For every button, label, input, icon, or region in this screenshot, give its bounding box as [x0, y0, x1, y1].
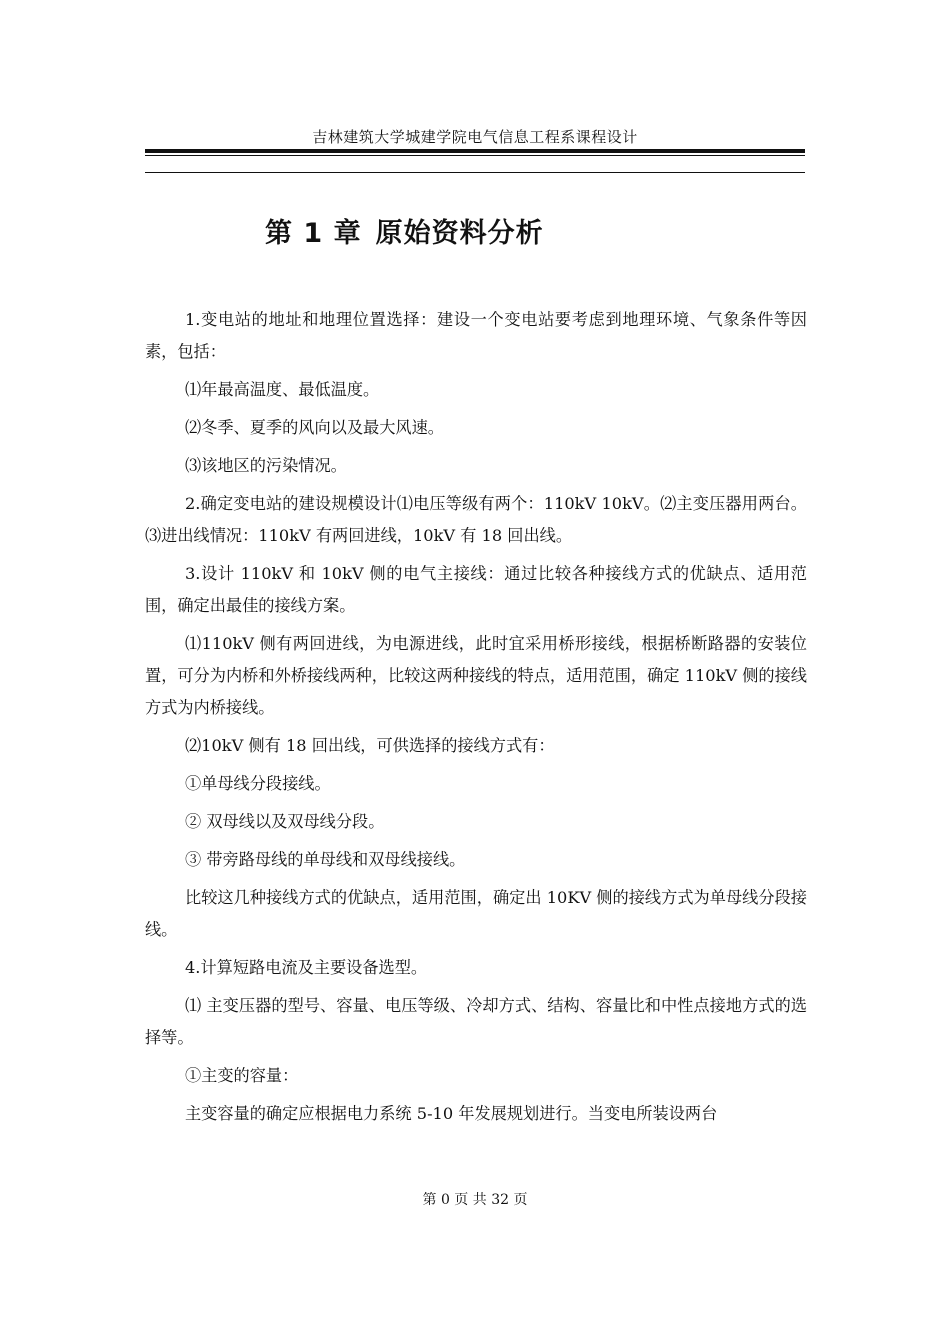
chapter-number: 第 1 章 — [265, 218, 362, 249]
running-header: 吉林建筑大学城建学院电气信息工程系课程设计 — [312, 128, 638, 146]
paragraph: ③ 带旁路母线的单母线和双母线接线。 — [185, 850, 466, 869]
header-rule-thick — [145, 149, 805, 153]
body-text — [145, 304, 807, 1136]
paragraph: 1.变电站的地址和地理位置选择：建设一个变电站要考虑到地理环境、气象条件等因素，包括： — [145, 310, 807, 361]
paragraph: ⑶该地区的污染情况。 — [185, 456, 347, 475]
paragraph: 4.计算短路电流及主要设备选型。 — [185, 958, 428, 977]
paragraph: 3.设计 110kV 和 10kV 侧的电气主接线：通过比较各种接线方式的优缺点、适用范围，确定出最佳的接线方案。 — [145, 564, 807, 615]
paragraph: 比较这几种接线方式的优缺点，适用范围，确定出 10KV 侧的接线方式为单母线分段接线。 — [145, 888, 807, 939]
paragraph: ② 双母线以及双母线分段。 — [185, 812, 385, 831]
paragraph: ⑴110kV 侧有两回进线，为电源进线，此时宜采用桥形接线，根据桥断路器的安装位置，可分为内桥和外桥接线两种，比较这两种接线的特点，适用范围，确定 110kV 侧的接线方式为内桥接线。 — [145, 634, 807, 717]
paragraph: ⑵10kV 侧有 18 回出线，可供选择的接线方式有： — [185, 736, 555, 755]
paragraph: 主变容量的确定应根据电力系统 5-10 年发展规划进行。当变电所装设两台 — [185, 1104, 718, 1123]
chapter-title: 原始资料分析 — [375, 218, 544, 249]
chapter-heading — [265, 214, 544, 254]
paragraph: ①主变的容量： — [185, 1066, 299, 1085]
page-footer: 第 0 页 共 32 页 — [422, 1192, 528, 1208]
header-rule-bottom — [145, 172, 805, 173]
header-rule-thin — [145, 155, 805, 156]
paragraph: ⑴年最高温度、最低温度。 — [185, 380, 380, 399]
paragraph: ⑵冬季、夏季的风向以及最大风速。 — [185, 418, 444, 437]
paragraph: 2.确定变电站的建设规模设计⑴电压等级有两个：110kV 10kV。⑵主变压器用两台。⑶进出线情况：110kV 有两回进线，10kV 有 18 回出线。 — [145, 494, 807, 545]
paragraph: ①单母线分段接线。 — [185, 774, 331, 793]
paragraph: ⑴ 主变压器的型号、容量、电压等级、冷却方式、结构、容量比和中性点接地方式的选择等。 — [145, 996, 807, 1047]
